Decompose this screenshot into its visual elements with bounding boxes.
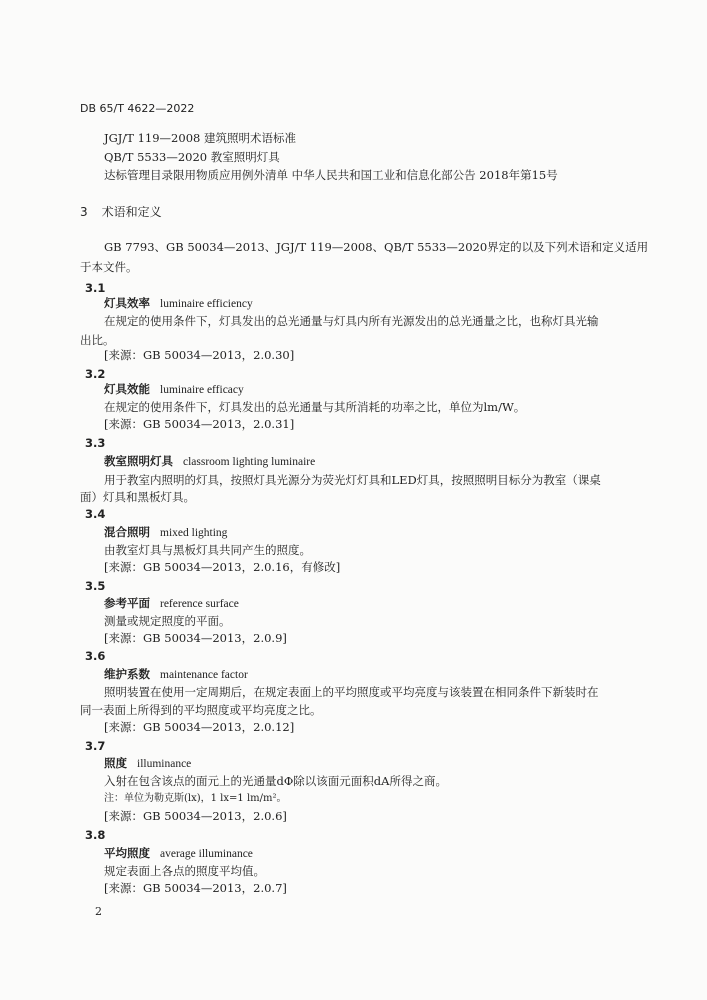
term-chinese: 维护系数 [104,667,150,681]
section-heading [80,204,162,220]
normative-reference: 达标管理目录限用物质应用例外清单 中华人民共和国工业和信息化部公告 2018年第15号 [104,168,558,182]
term-source: [来源：GB 50034—2013，2.0.16，有修改] [104,560,341,574]
term-number: 3.2 [85,367,106,381]
term-english: average illuminance [160,848,253,860]
term-title [104,295,253,312]
term-definition: 面）灯具和黑板灯具。 [80,490,195,504]
section-number: 3 [80,205,88,219]
term-english: reference surface [160,598,239,610]
term-number: 3.6 [85,649,106,663]
term-title [104,381,244,398]
term-title [104,453,315,470]
term-title [104,845,253,862]
term-definition: 由教室灯具与黑板灯具共同产生的照度。 [104,543,311,557]
term-note: 注：单位为勒克斯(lx)，1 lx=1 lm/m²。 [104,793,287,804]
term-source: [来源：GB 50034—2013，2.0.7] [104,881,287,895]
term-number: 3.3 [85,436,106,450]
page-number: 2 [95,905,102,918]
term-number: 3.5 [85,579,106,593]
term-english: maintenance factor [160,669,248,681]
normative-reference: QB/T 5533—2020 教室照明灯具 [104,150,280,164]
normative-reference: JGJ/T 119—2008 建筑照明术语标准 [104,131,296,145]
term-definition: 在规定的使用条件下，灯具发出的总光通量与其所消耗的功率之比，单位为lm/W。 [104,400,526,414]
term-definition: 出比。 [80,333,115,347]
term-source: [来源：GB 50034—2013，2.0.30] [104,348,295,362]
term-definition: 规定表面上各点的照度平均值。 [104,864,265,878]
term-title [104,524,227,541]
intro-paragraph: 于本文件。 [80,260,138,274]
term-english: mixed lighting [160,527,228,539]
term-chinese: 平均照度 [104,846,150,860]
term-source: [来源：GB 50034—2013，2.0.31] [104,417,295,431]
term-english: classroom lighting luminaire [183,456,316,468]
term-title [104,595,239,612]
term-title [104,755,191,772]
term-chinese: 教室照明灯具 [104,454,173,468]
intro-paragraph: GB 7793、GB 50034—2013、JGJ/T 119—2008、QB/T 5533—2020界定的以及下列术语和定义适用 [104,240,649,254]
term-number: 3.4 [85,507,106,521]
term-chinese: 灯具效能 [104,382,150,396]
term-chinese: 混合照明 [104,525,150,539]
term-definition: 入射在包含该点的面元上的光通量dΦ除以该面元面积dA所得之商。 [104,774,447,788]
term-english: luminaire efficiency [160,298,253,310]
term-chinese: 照度 [104,756,127,770]
term-definition: 测量或规定照度的平面。 [104,614,231,628]
term-chinese: 参考平面 [104,596,150,610]
term-title [104,666,248,683]
term-source: [来源：GB 50034—2013，2.0.12] [104,720,295,734]
document-id-header: DB 65/T 4622—2022 [80,102,195,115]
term-source: [来源：GB 50034—2013，2.0.6] [104,809,287,823]
section-title: 术语和定义 [101,205,162,219]
term-number: 3.8 [85,828,106,842]
term-number: 3.1 [85,281,106,295]
term-source: [来源：GB 50034—2013，2.0.9] [104,631,287,645]
term-definition: 用于教室内照明的灯具，按照灯具光源分为荧光灯灯具和LED灯具，按照照明目标分为教室（课桌 [104,473,601,487]
term-english: luminaire efficacy [160,384,244,396]
term-english: illuminance [137,758,192,770]
term-definition: 同一表面上所得到的平均照度或平均亮度之比。 [80,703,322,717]
term-definition: 照明装置在使用一定周期后，在规定表面上的平均照度或平均亮度与该装置在相同条件下新装时在 [104,685,599,699]
term-chinese: 灯具效率 [104,296,150,310]
term-number: 3.7 [85,739,106,753]
term-definition: 在规定的使用条件下，灯具发出的总光通量与灯具内所有光源发出的总光通量之比，也称灯具光输 [104,314,599,328]
